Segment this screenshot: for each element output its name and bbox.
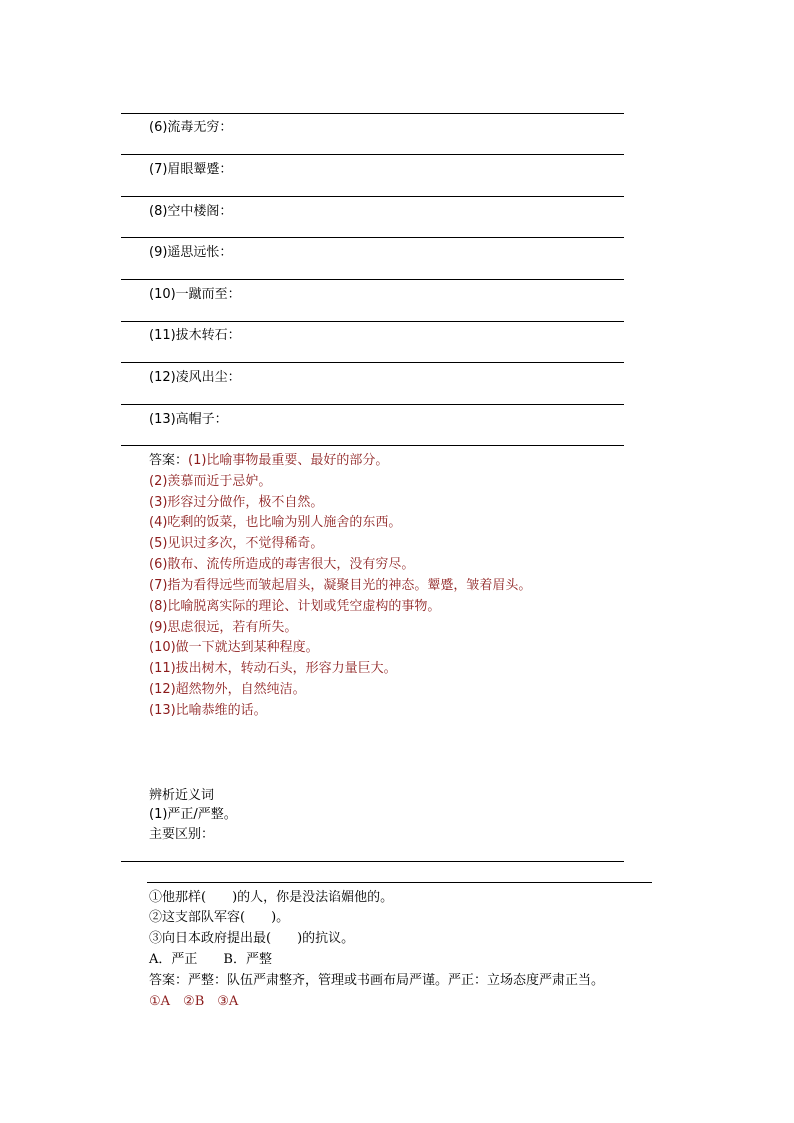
answer-line-5: (5)见识过多次，不觉得稀奇。 — [149, 536, 324, 551]
answer-line-2: (2)羡慕而近于忌妒。 — [149, 474, 272, 489]
fill-item-8: (8)空中楼阁： — [149, 204, 233, 219]
question-3: ③向日本政府提出最( )的抗议。 — [149, 931, 355, 946]
divider — [121, 113, 624, 114]
answer-line-7: (7)指为看得远些而皱起眉头，凝聚目光的神态。颦蹙，皱着眉头。 — [149, 578, 532, 593]
fill-item-7: (7)眉眼颦蹙： — [149, 162, 233, 177]
fill-item-10: (10)一蹴而至： — [149, 287, 241, 302]
answer-label: 答案： — [149, 453, 189, 468]
answer-line — [121, 861, 624, 862]
answer-line-12: (12)超然物外，自然纯洁。 — [149, 682, 306, 697]
section-heading: 辨析近义词 — [149, 788, 215, 803]
answer-line-9: (9)思虑很远，若有所失。 — [149, 620, 298, 635]
question-1: ①他那样( )的人，你是没法谄媚他的。 — [149, 890, 394, 905]
synonym-pair: (1)严正/严整。 — [149, 807, 237, 822]
answer-line-4: (4)吃剩的饭菜，也比喻为别人施舍的东西。 — [149, 515, 402, 530]
fill-item-12: (12)凌风出尘： — [149, 370, 241, 385]
fill-item-6: (6)流毒无穷： — [149, 120, 233, 135]
answer-line — [121, 154, 624, 155]
answer-line-3: (3)形容过分做作，极不自然。 — [149, 495, 324, 510]
options: A．严正 B．严整 — [149, 952, 272, 967]
answer-line — [147, 882, 652, 883]
answer-line — [121, 237, 624, 238]
answer-line — [121, 196, 624, 197]
answer-line — [121, 445, 624, 446]
answer-line — [121, 279, 624, 280]
answer-line-1 — [149, 453, 388, 469]
answer-key: ①A ②B ③A — [149, 994, 239, 1009]
answer-line-6: (6)散布、流传所造成的毒害很大，没有穷尽。 — [149, 557, 415, 572]
answer-line-10: (10)做一下就达到某种程度。 — [149, 640, 319, 655]
answer-line — [121, 404, 624, 405]
question-2: ②这支部队军容( )。 — [149, 910, 290, 925]
answer-line-8: (8)比喻脱离实际的理论、计划或凭空虚构的事物。 — [149, 599, 441, 614]
fill-item-11: (11)拔木转石： — [149, 328, 241, 343]
fill-item-13: (13)高帽子： — [149, 412, 228, 427]
answer-line-11: (11)拔出树木，转动石头，形容力量巨大。 — [149, 661, 397, 676]
answer-line — [121, 362, 624, 363]
difference-label: 主要区别： — [149, 827, 215, 842]
answer-text: (1)比喻事物最重要、最好的部分。 — [188, 453, 389, 468]
synonym-answer: 答案：严整：队伍严肃整齐，管理或书画布局严谨。严正：立场态度严肃正当。 — [149, 973, 605, 988]
fill-item-9: (9)遥思远怅： — [149, 245, 233, 260]
answer-line-13: (13)比喻恭维的话。 — [149, 703, 267, 718]
answer-line — [121, 321, 624, 322]
